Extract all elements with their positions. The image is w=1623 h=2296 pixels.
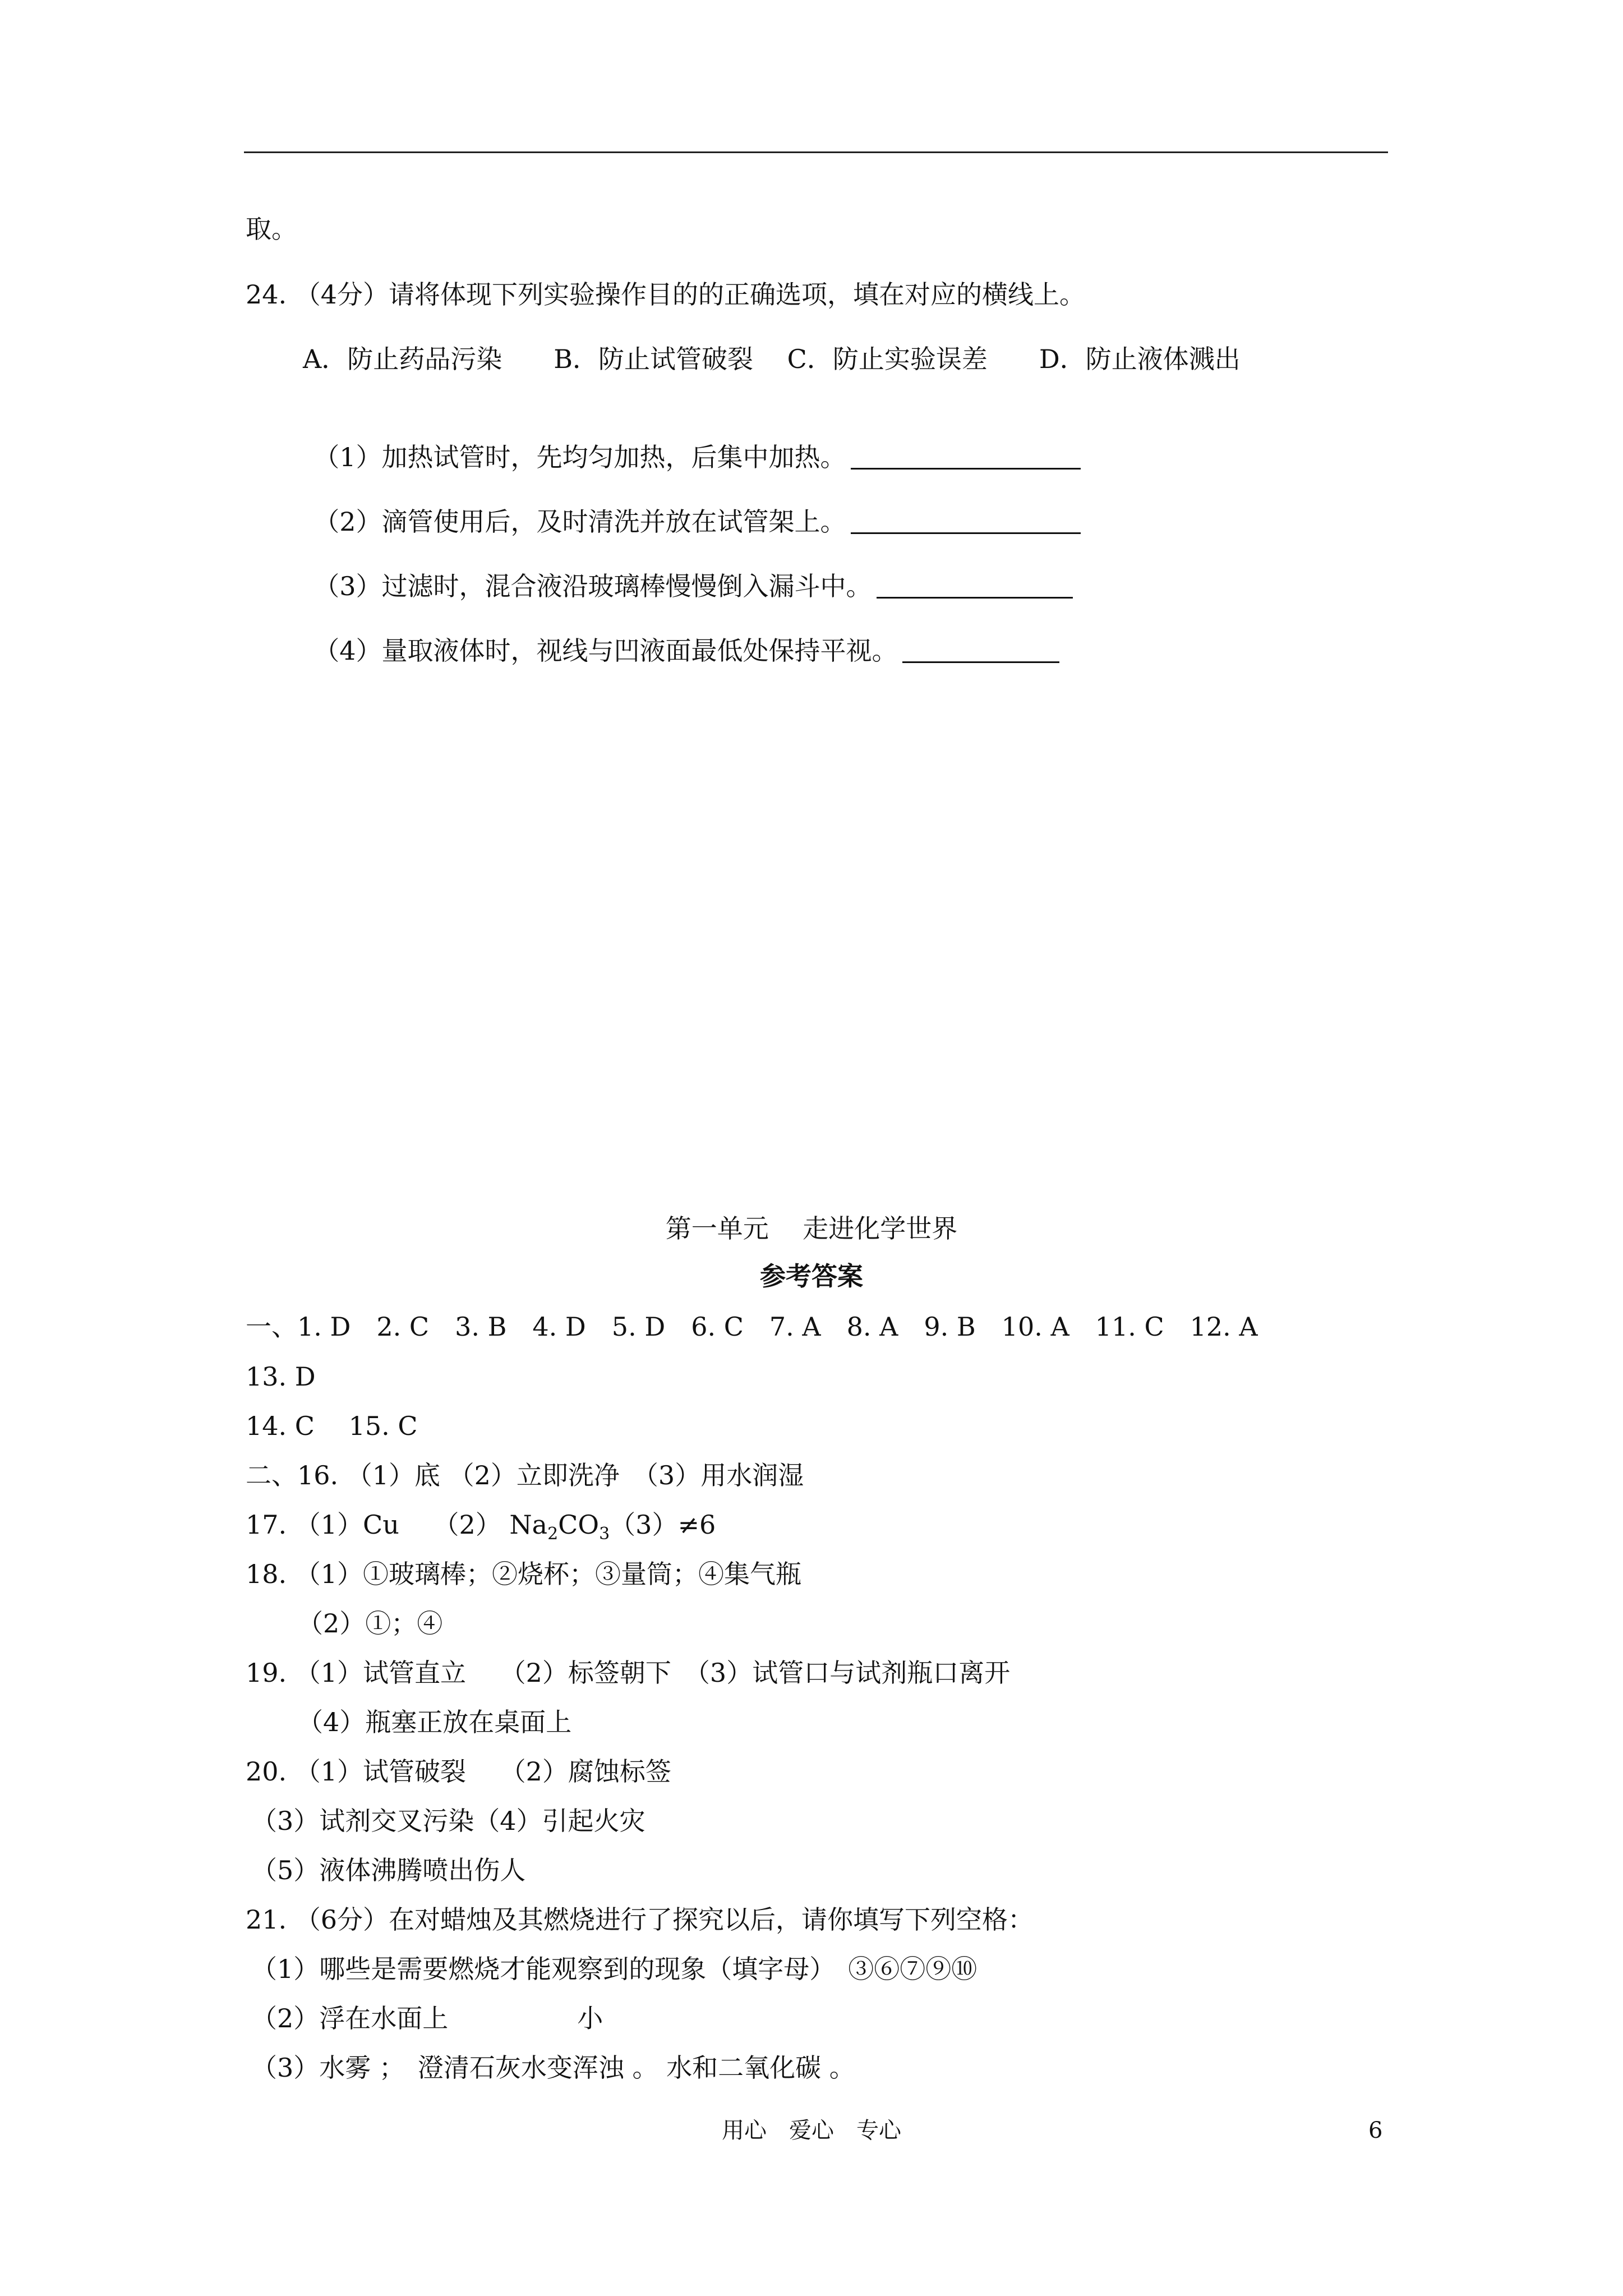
answer-blank-1[interactable] [851,468,1081,470]
answer-17-subscript-2: 3 [599,1524,610,1544]
answer-1-line-2: 13. D [246,1361,316,1392]
question-24-sub-3 [297,536,1073,603]
sub-3-text: （3）过滤时，混合液沿玻璃棒慢慢倒入漏斗中。 [313,571,872,601]
answer-1-line-1: 一、1. D 2. C 3. B 4. D 5. D 6. C 7. A 8. A 9. B 10. A 11. C 12. A [246,1312,1258,1342]
answer-19-line-2: （4）瓶塞正放在桌面上 [297,1707,572,1737]
answer-key-heading: 参考答案 [760,1261,863,1291]
answer-21-part-3: （3）水雾 ； 澄清石灰水变浑浊 。 水和二氧化碳 。 [251,2053,855,2083]
answer-20-line-3: （5）液体沸腾喷出伤人 [251,1855,526,1885]
question-24-sub-1 [297,407,1081,474]
page-number: 6 [1368,2118,1383,2143]
answer-blank-3[interactable] [877,597,1073,599]
answer-16: 二、16. （1）底 （2）立即洗净 （3）用水润湿 [246,1460,804,1490]
answer-blank-2[interactable] [851,532,1081,534]
answer-20-line-2: （3）试剂交叉污染（4）引起火灾 [251,1806,645,1836]
header-rule [244,151,1388,153]
answer-17-prefix: 17. （1）Cu （2） Na [246,1510,548,1540]
question-24-options: A．防止药品污染 B．防止试管破裂 C．防止实验误差 D．防止液体溅出 [303,344,1241,374]
question-24-sub-2 [297,471,1081,539]
answer-21-part-2: （2）浮在水面上 小 [251,2003,603,2033]
answer-21-part-1: （1）哪些是需要燃烧才能观察到的现象（填字母） ③⑥⑦⑨⑩ [251,1954,978,1984]
answer-blank-4[interactable] [902,661,1059,663]
answer-18-line-1: 18. （1）①玻璃棒；②烧杯；③量筒；④集气瓶 [246,1559,802,1589]
sub-1-text: （1）加热试管时，先均匀加热，后集中加热。 [313,442,846,472]
answer-20-line-1: 20. （1）试管破裂 （2）腐蚀标签 [246,1756,671,1787]
answer-19-line-1: 19. （1）试管直立 （2）标签朝下 （3）试管口与试剂瓶口离开 [246,1658,1011,1688]
continuation-text: 取。 [246,214,297,244]
sub-4-text: （4）量取液体时，视线与凹液面最低处保持平视。 [313,636,898,666]
answer-17-suffix: （3）≠6 [610,1510,716,1540]
question-24-stem: 24. （4分）请将体现下列实验操作目的的正确选项，填在对应的横线上。 [246,279,1086,310]
answer-21-stem: 21. （6分）在对蜡烛及其燃烧进行了探究以后，请你填写下列空格： [246,1904,1034,1935]
question-24-sub-4 [297,600,1059,668]
footer-motto: 用心 爱心 专心 [722,2118,901,2143]
answer-17-subscript-1: 2 [547,1524,559,1544]
unit-title: 第一单元 走进化学世界 [665,1213,958,1244]
sub-2-text: （2）滴管使用后，及时清洗并放在试管架上。 [313,507,846,537]
answer-18-line-2: （2）①；④ [297,1608,443,1639]
answer-17-middle: CO [558,1510,600,1540]
answer-17 [246,1508,716,1542]
answer-1-line-3: 14. C 15. C [246,1411,418,1441]
